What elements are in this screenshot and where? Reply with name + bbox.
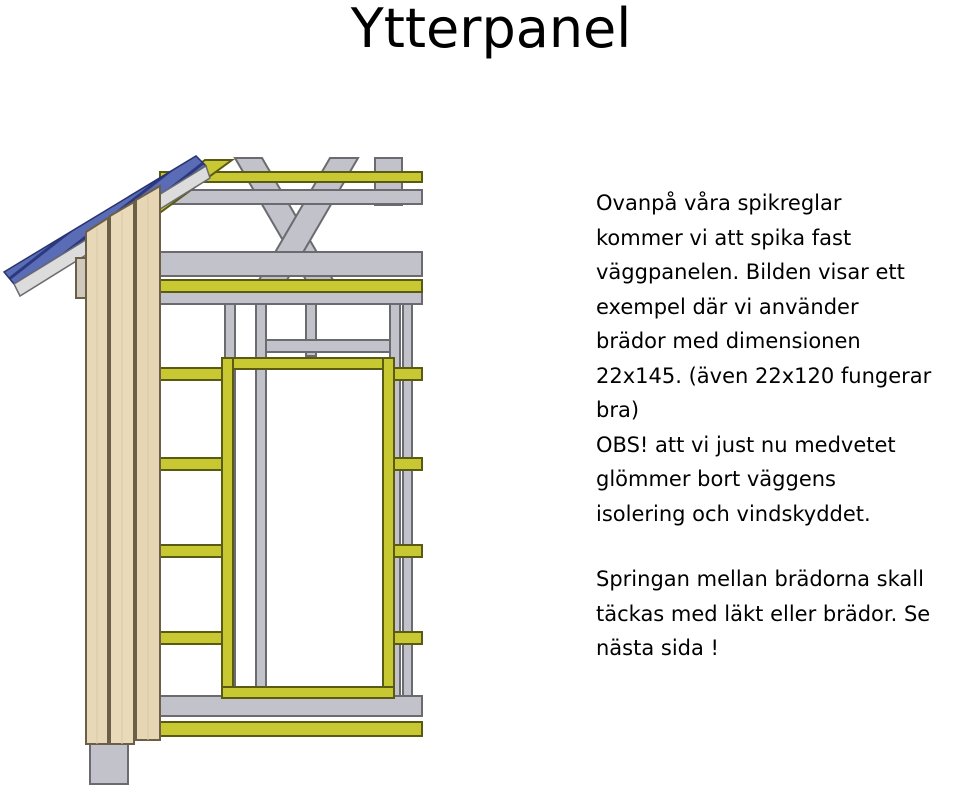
wall-panel-illustration	[0, 150, 430, 787]
description-line: isolering och vindskyddet.	[596, 501, 871, 526]
wall-framing	[130, 160, 422, 736]
description-line: Ovanpå våra spikreglar	[596, 191, 842, 215]
description-line: brädor med dimensionen	[596, 329, 861, 353]
outer-panel-boards	[76, 186, 160, 744]
description-line: väggpanelen. Bilden visar ett	[596, 260, 905, 284]
note-line: Springan mellan brädorna skall	[596, 567, 924, 591]
description-text	[596, 186, 960, 666]
note-line: täckas med läkt eller brädor. Se	[596, 601, 931, 626]
description-line: 22x145. (även 22x120 fungerar	[596, 363, 932, 388]
description-line: bra)	[596, 398, 640, 422]
description-line: glömmer bort väggens	[596, 467, 837, 491]
description-line: exempel där vi använder	[596, 294, 859, 319]
note-line: nästa sida !	[596, 636, 719, 660]
description-line: OBS! att vi just nu medvetet	[596, 432, 896, 457]
slide-title: Ytterpanel	[350, 0, 632, 60]
description-line: kommer vi att spika fast	[596, 225, 852, 250]
